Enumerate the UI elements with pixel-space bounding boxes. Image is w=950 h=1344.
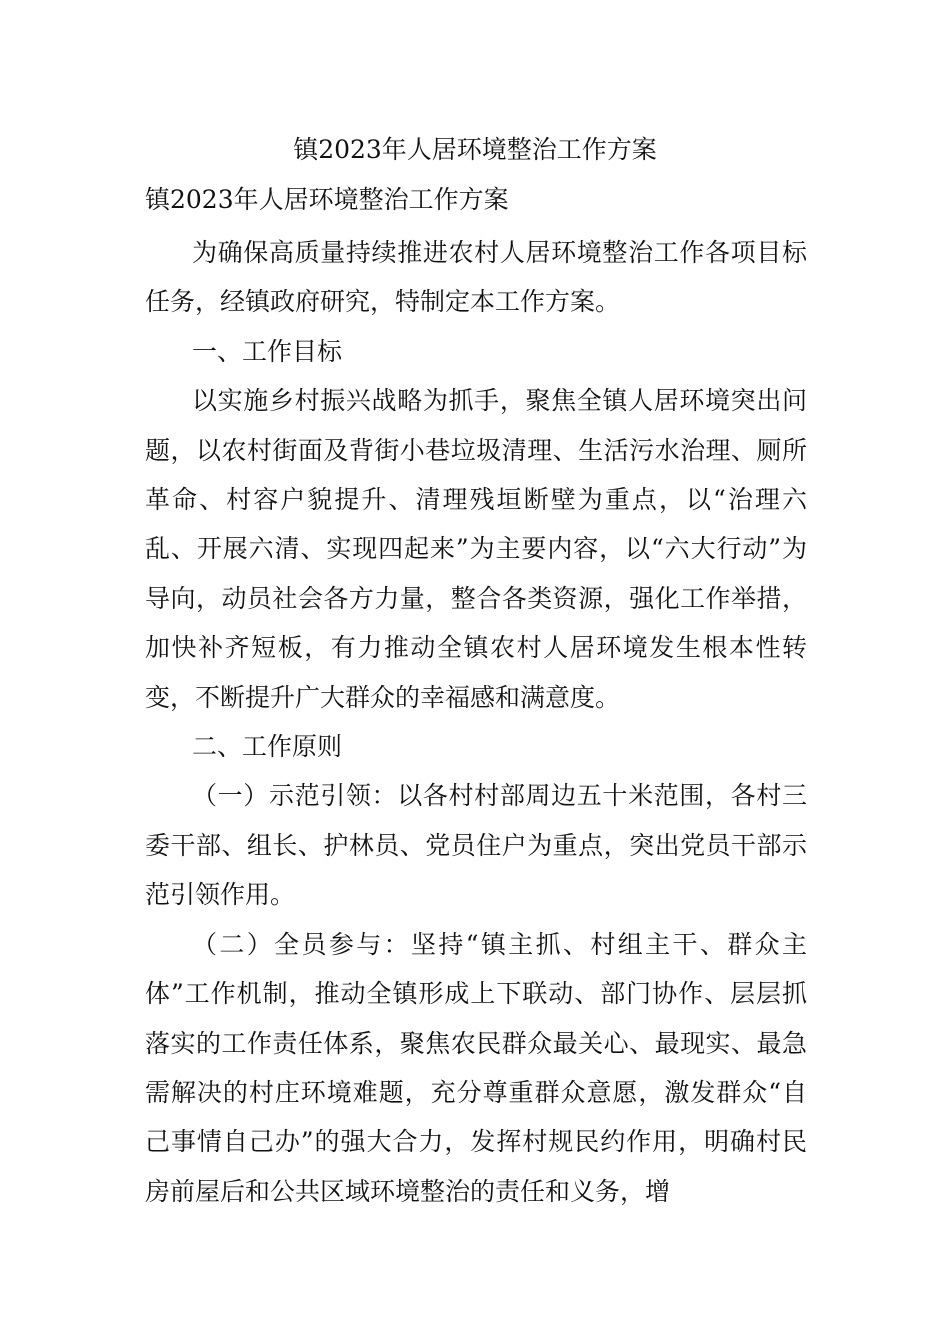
goals-paragraph: 以实施乡村振兴战略为抓手，聚焦全镇人居环境突出问题，以农村街面及背街小巷垃圾清理、生活污水治理、厕所革命、村容户貌提升、清理残垣断壁为重点，以“治理六乱、开展六清、实现四起来”为主要内容，以“六大行动”为导向，动员社会各方力量，整合各类资源，强化工作举措，加快补齐短板，有力推动全镇农村人居环境发生根本性转变，不断提升广大群众的幸福感和满意度。: [145, 386, 807, 712]
intro-paragraph: 为确保高质量持续推进农村人居环境整治工作各项目标任务，经镇政府研究，特制定本工作方案。: [145, 238, 807, 317]
principle-participation-paragraph: （二）全员参与：坚持“镇主抓、村组主干、群众主体”工作机制，推动全镇形成上下联动、部门协作、层层抓落实的工作责任体系，聚焦农民群众最关心、最现实、最急需解决的村庄环境难题，充分尊重群众意愿，激发群众“自己事情自己办”的强大合力，发挥村规民约作用，明确村民房前屋后和公共区域环境整治的责任和义务，增: [145, 929, 807, 1206]
section-heading-goals: 一、工作目标: [192, 336, 343, 366]
principle-demonstration-paragraph: （一）示范引领：以各村村部周边五十米范围，各村三委干部、组长、护林员、党员住户为重点，突出党员干部示范引领作用。: [145, 781, 807, 910]
document-body: [145, 228, 807, 1216]
document-subtitle: 镇2023年人居环境整治工作方案: [145, 185, 509, 214]
section-heading-principles: 二、工作原则: [192, 732, 343, 762]
document-title: 镇2023年人居环境整治工作方案: [293, 135, 657, 164]
